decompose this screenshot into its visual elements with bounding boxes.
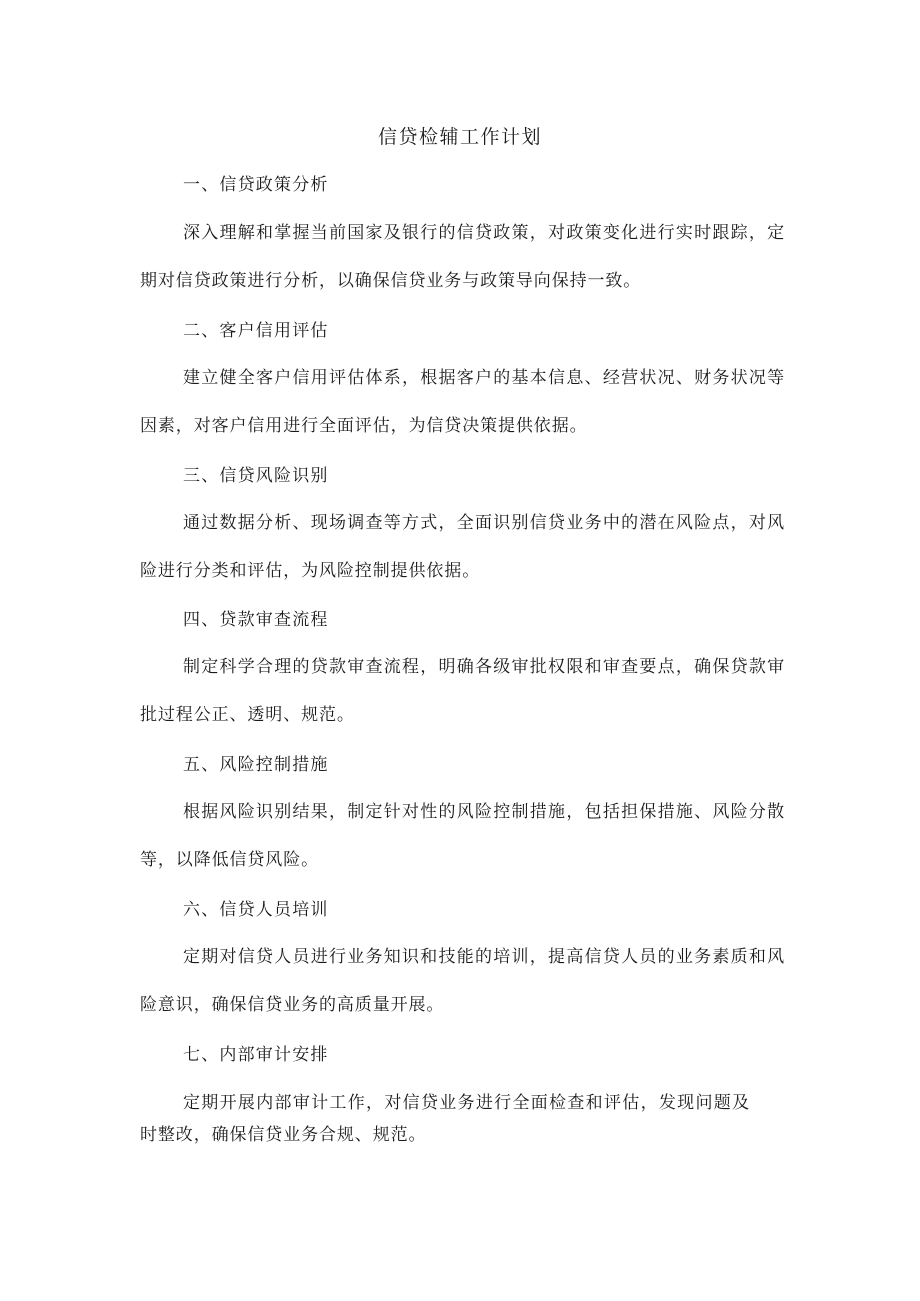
section-body-6: 定期对信贷人员进行业务知识和技能的培训，提高信贷人员的业务素质和风险意识，确保信贷业务的高质量开展。 bbox=[140, 947, 785, 1015]
section-body-4: 制定科学合理的贷款审查流程，明确各级审批权限和审查要点，确保贷款审批过程公正、透明、规范。 bbox=[140, 657, 785, 725]
section-body-1: 深入理解和掌握当前国家及银行的信贷政策，对政策变化进行实时跟踪，定期对信贷政策进行分析，以确保信贷业务与政策导向保持一致。 bbox=[140, 223, 785, 291]
section-heading-7: 七、内部审计安排 bbox=[183, 1045, 329, 1065]
document-title: 信贷检辅工作计划 bbox=[377, 126, 542, 148]
section-heading-5: 五、风险控制措施 bbox=[183, 755, 329, 775]
section-heading-3: 三、信贷风险识别 bbox=[183, 466, 329, 486]
section-heading-1: 一、信贷政策分析 bbox=[183, 175, 329, 195]
section-body-7: 定期开展内部审计工作，对信贷业务进行全面检查和评估，发现问题及时整改，确保信贷业务合规、规范。 bbox=[140, 1093, 750, 1145]
section-heading-6: 六、信贷人员培训 bbox=[183, 900, 329, 920]
section-body-3: 通过数据分析、现场调查等方式，全面识别信贷业务中的潜在风险点，对风险进行分类和评估，为风险控制提供依据。 bbox=[140, 513, 785, 581]
section-heading-2: 二、客户信用评估 bbox=[183, 321, 329, 341]
section-heading-4: 四、贷款审查流程 bbox=[183, 610, 329, 630]
section-body-5: 根据风险识别结果，制定针对性的风险控制措施，包括担保措施、风险分散等，以降低信贷风险。 bbox=[140, 802, 785, 870]
section-body-2: 建立健全客户信用评估体系，根据客户的基本信息、经营状况、财务状况等因素，对客户信用进行全面评估，为信贷决策提供依据。 bbox=[140, 368, 785, 436]
